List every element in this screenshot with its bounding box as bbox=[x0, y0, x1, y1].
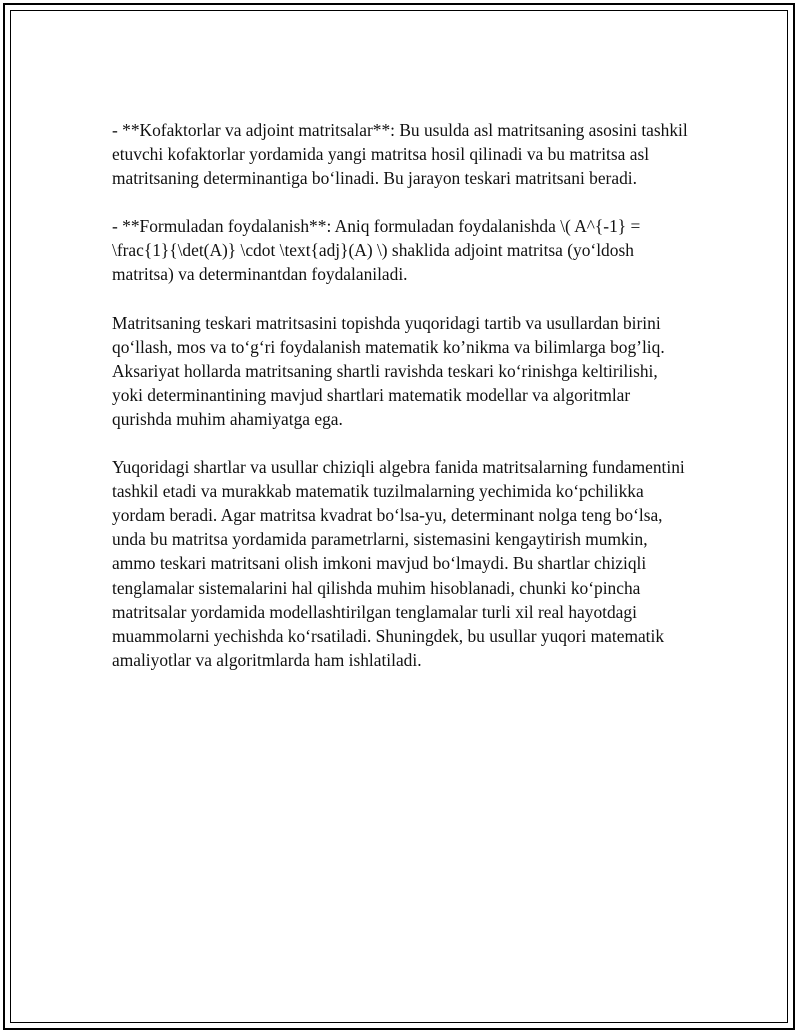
paragraph-formula-usage: - **Formuladan foydalanish**: Aniq formuladan foydalanishda \( A^{-1} = \frac{1}{\det(A)} \cdot \text{adj}(A) \) shaklida adjoint matritsa (yo‘ldosh matritsa) va determinantdan foydalaniladi. bbox=[112, 216, 641, 285]
document-body bbox=[112, 118, 692, 696]
paragraph-inverse-matrix-methods: Matritsaning teskari matritsasini topishda yuqoridagi tartib va usullardan birini qo‘llash, mos va to‘g‘ri foydalanish matematik ko’nikma va bilimlarga bog’liq. Aksariyat hollarda matritsaning shartli ravishda teskari ko‘rinishga keltirilishi, yoki determinantining mavjud shartlari matematik modellar va algoritmlar qurishda muhim ahamiyatga ega. bbox=[112, 312, 665, 429]
paragraph-linear-algebra-conditions: Yuqoridagi shartlar va usullar chiziqli algebra fanida matritsalarning fundamentini tashkil etadi va murakkab matematik tuzilmalarning yechimida ko‘pchilikka yordam beradi. Agar matritsa kvadrat bo‘lsa-yu, determinant nolga teng bo‘lsa, unda bu matritsa yordamida parametrlarni, sistemasini kengaytirish mumkin, ammo teskari matritsani olish imkoni mavjud bo‘lmaydi. Bu shartlar chiziqli tenglamalar sistemalarini hal qilishda muhim hisoblanadi, chunki ko‘pincha matritsalar yordamida modellashtirilgan tenglamalar turli xil real hayotdagi muammolarni yechishda ko‘rsatiladi. Shuningdek, bu usullar yuqori matematik amaliyotlar va algoritmlarda ham ishlatiladi. bbox=[112, 457, 685, 670]
paragraph-cofactors-adjoint: - **Kofaktorlar va adjoint matritsalar**: Bu usulda asl matritsaning asosini tashkil etuvchi kofaktorlar yordamida yangi matritsa hosil qilinadi va bu matritsa asl matritsaning determinantiga bo‘linadi. Bu jarayon teskari matritsani beradi. bbox=[112, 120, 688, 189]
